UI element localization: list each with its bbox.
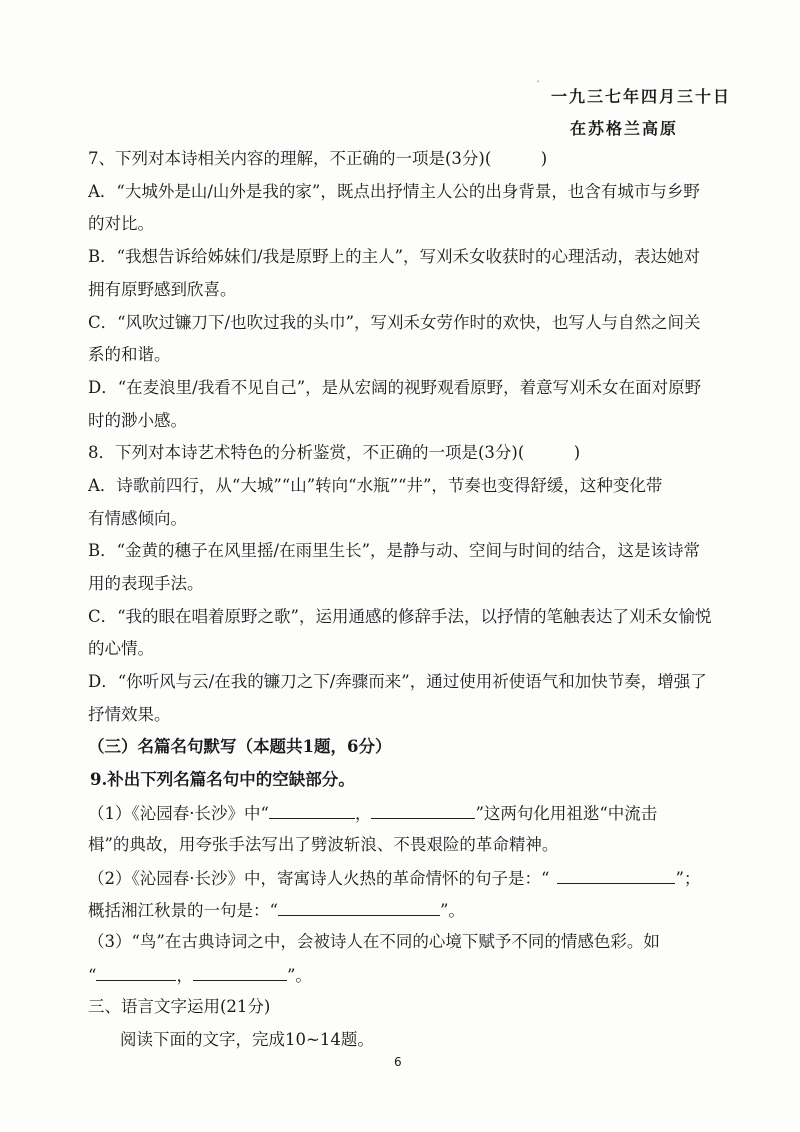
q8-stem: 8．下列对本诗艺术特色的分析鉴赏，不正确的一项是(3分)( ) <box>88 443 581 462</box>
q8-option-b-line2: 用的表现手法。 <box>88 574 204 593</box>
q8-option-d-line1: D．“你听风与云/在我的镰刀之下/奔骤而来”，通过使用祈使语气和加快节奏，增强了 <box>88 672 707 691</box>
q7-option-a-line1: A．“大城外是山/山外是我的家”，既点出抒情主人公的出身背景，也含有城市与乡野 <box>88 182 700 201</box>
q7-option-b-line1: B．“我想告诉给姊妹们/我是原野上的主人”，写刈禾女收获时的心理活动，表达她对 <box>88 247 701 266</box>
q9-part2-line2-prefix: 概括湘江秋景的一句是：“ <box>88 901 278 920</box>
page-number: 6 <box>394 1055 402 1069</box>
q9-part2-line1 <box>88 867 700 890</box>
part-heading-language-use: 三、语言文字运用(21分) <box>88 997 271 1016</box>
q8-option-a-line2: 有情感倾向。 <box>88 509 187 528</box>
q7-option-a-line2: 的对比。 <box>88 214 154 233</box>
q9-part1-blank-2[interactable] <box>371 802 475 819</box>
q7-option-b-line2: 拥有原野感到欣喜。 <box>88 280 237 299</box>
q7-option-c-line1: C．“风吹过镰刀下/也吹过我的头巾”，写刈禾女劳作时的欢快，也写人与自然之间关 <box>88 313 701 332</box>
q9-part2-blank-2[interactable] <box>278 899 440 916</box>
q7-option-c-line2: 系的和谐。 <box>88 345 171 364</box>
q9-part3-blank-1[interactable] <box>96 964 176 981</box>
q8-option-c-line1: C．“我的眼在唱着原野之歌”，运用通感的修辞手法，以抒情的笔触表达了刈禾女愉悦 <box>88 607 712 626</box>
q8-option-c-line2: 的心情。 <box>88 639 154 658</box>
q9-part2-line2 <box>88 899 465 922</box>
q9-part3-blank-2[interactable] <box>193 964 287 981</box>
q9-part3-comma: ， <box>176 966 193 985</box>
q9-part1-suffix: ”这两句化用祖逖“中流击 <box>475 804 658 823</box>
pen-mark: ′ <box>537 80 540 91</box>
q7-stem: 7、下列对本诗相关内容的理解，不正确的一项是(3分)( ) <box>88 149 548 168</box>
q8-option-a-line1: A．诗歌前四行，从“大城”“山”转向“水瓶”“井”，节奏也变得舒缓，这种变化带 <box>88 476 663 495</box>
section-heading-dictation: （三）名篇名句默写（本题共1题，6分） <box>88 737 392 756</box>
q9-part1-comma: ， <box>354 804 372 823</box>
q9-part2-line2-suffix: ”。 <box>439 901 465 920</box>
q9-part3-line1: （3）“鸟”在古典诗词之中，会被诗人在不同的心境下赋予不同的情感色彩。如 <box>88 932 660 951</box>
q9-part1-line2: 楫”的典故，用夸张手法写出了劈波斩浪、不畏艰险的革命精神。 <box>88 835 559 854</box>
q9-part3-suffix: ”。 <box>286 966 312 985</box>
q9-part2-suffix: ”； <box>675 869 701 888</box>
reading-instruction: 阅读下面的文字，完成10~14题。 <box>120 1030 374 1049</box>
signature-place: 在苏格兰高原 <box>570 119 679 138</box>
q9-part1-line1 <box>88 802 657 825</box>
signature-date: 一九三七年四月三十日 <box>551 87 732 106</box>
q9-stem: 9.补出下列名篇名句中的空缺部分。 <box>90 770 355 789</box>
q7-option-d-line2: 时的渺小感。 <box>88 411 187 430</box>
q8-option-d-line2: 抒情效果。 <box>88 705 171 724</box>
q9-part2-blank-1[interactable] <box>557 867 675 884</box>
q9-part1-prefix: （1）《沁园春·长沙》中“ <box>88 804 269 823</box>
q8-option-b-line1: B．“金黄的穗子在风里摇/在雨里生长”，是静与动、空间与时间的结合，这是该诗常 <box>88 541 701 560</box>
q7-option-d-line1: D．“在麦浪里/我看不见自己”，是从宏阔的视野观看原野，着意写刈禾女在面对原野 <box>88 378 702 397</box>
q9-part3-prefix: “ <box>88 966 97 985</box>
q9-part2-prefix: （2）《沁园春·长沙》中，寄寓诗人火热的革命情怀的句子是：“ <box>88 869 550 888</box>
q9-part1-blank-1[interactable] <box>269 802 355 819</box>
q9-part3-line2 <box>88 964 312 987</box>
